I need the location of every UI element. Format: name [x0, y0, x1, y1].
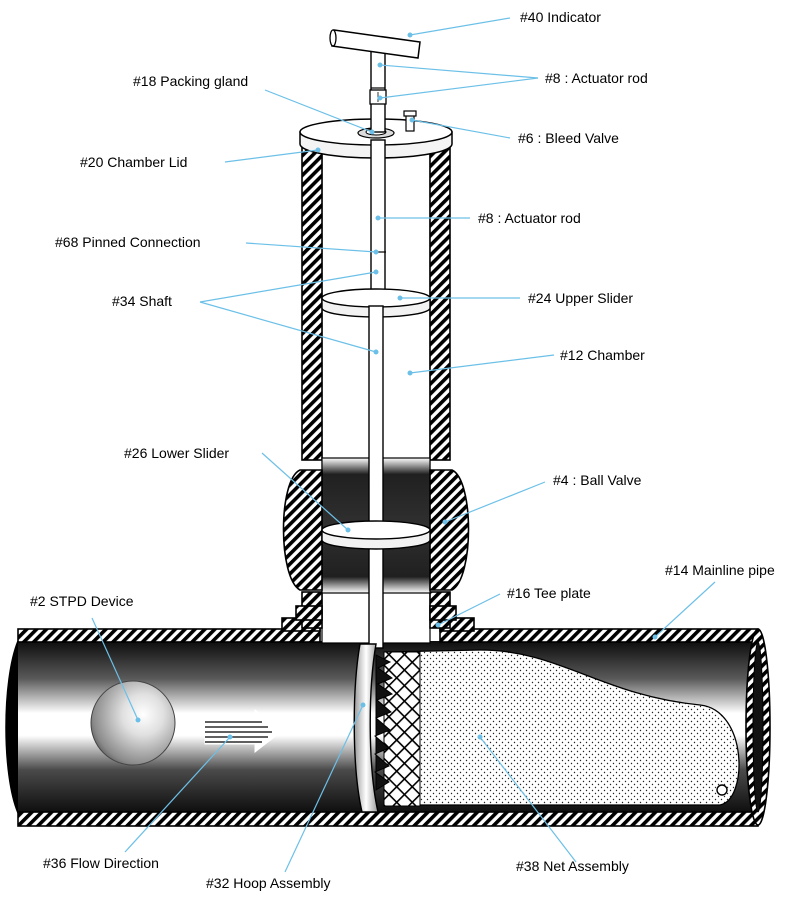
chamber-right-wall: [430, 140, 450, 460]
label-flow-direction: #36 Flow Direction: [43, 855, 159, 871]
label-stpd-device: #2 STPD Device: [30, 593, 134, 609]
label-upper-slider: #24 Upper Slider: [528, 290, 634, 306]
label-mainline-pipe: #14 Mainline pipe: [665, 562, 775, 578]
lower-slider: [322, 521, 430, 549]
label-shaft: #34 Shaft: [112, 293, 172, 309]
pipe-bottom-wall: [18, 812, 758, 826]
label-actuator-rod-mid: #8 : Actuator rod: [478, 210, 581, 226]
label-hoop-assembly: #32 Hoop Assembly: [206, 875, 331, 891]
label-pinned-connection: #68 Pinned Connection: [55, 234, 201, 250]
label-indicator: #40 Indicator: [520, 9, 601, 25]
ball-valve-left-housing: [284, 470, 323, 590]
pipe-top-wall-right: [440, 629, 758, 642]
label-bleed-valve: #6 : Bleed Valve: [518, 130, 619, 146]
shaft: [369, 252, 386, 648]
actuator-rod: [370, 44, 386, 300]
label-tee-plate: #16 Tee plate: [507, 585, 591, 601]
pipe-top-wall: [18, 629, 320, 642]
chamber-left-wall: [302, 140, 322, 460]
label-chamber-lid: #20 Chamber Lid: [80, 154, 188, 170]
pipe-left-end: [6, 641, 18, 813]
label-chamber: #12 Chamber: [560, 347, 645, 363]
net-end-ring: [717, 785, 727, 795]
stpd-device: [91, 681, 175, 765]
label-net-assembly: #38 Net Assembly: [516, 858, 629, 874]
label-lower-slider: #26 Lower Slider: [124, 445, 230, 461]
label-actuator-rod-top: #8 : Actuator rod: [545, 70, 648, 86]
label-packing-gland: #18 Packing gland: [133, 73, 249, 89]
label-ball-valve: #4 : Ball Valve: [553, 472, 642, 488]
ball-valve-right-housing: [430, 470, 469, 590]
